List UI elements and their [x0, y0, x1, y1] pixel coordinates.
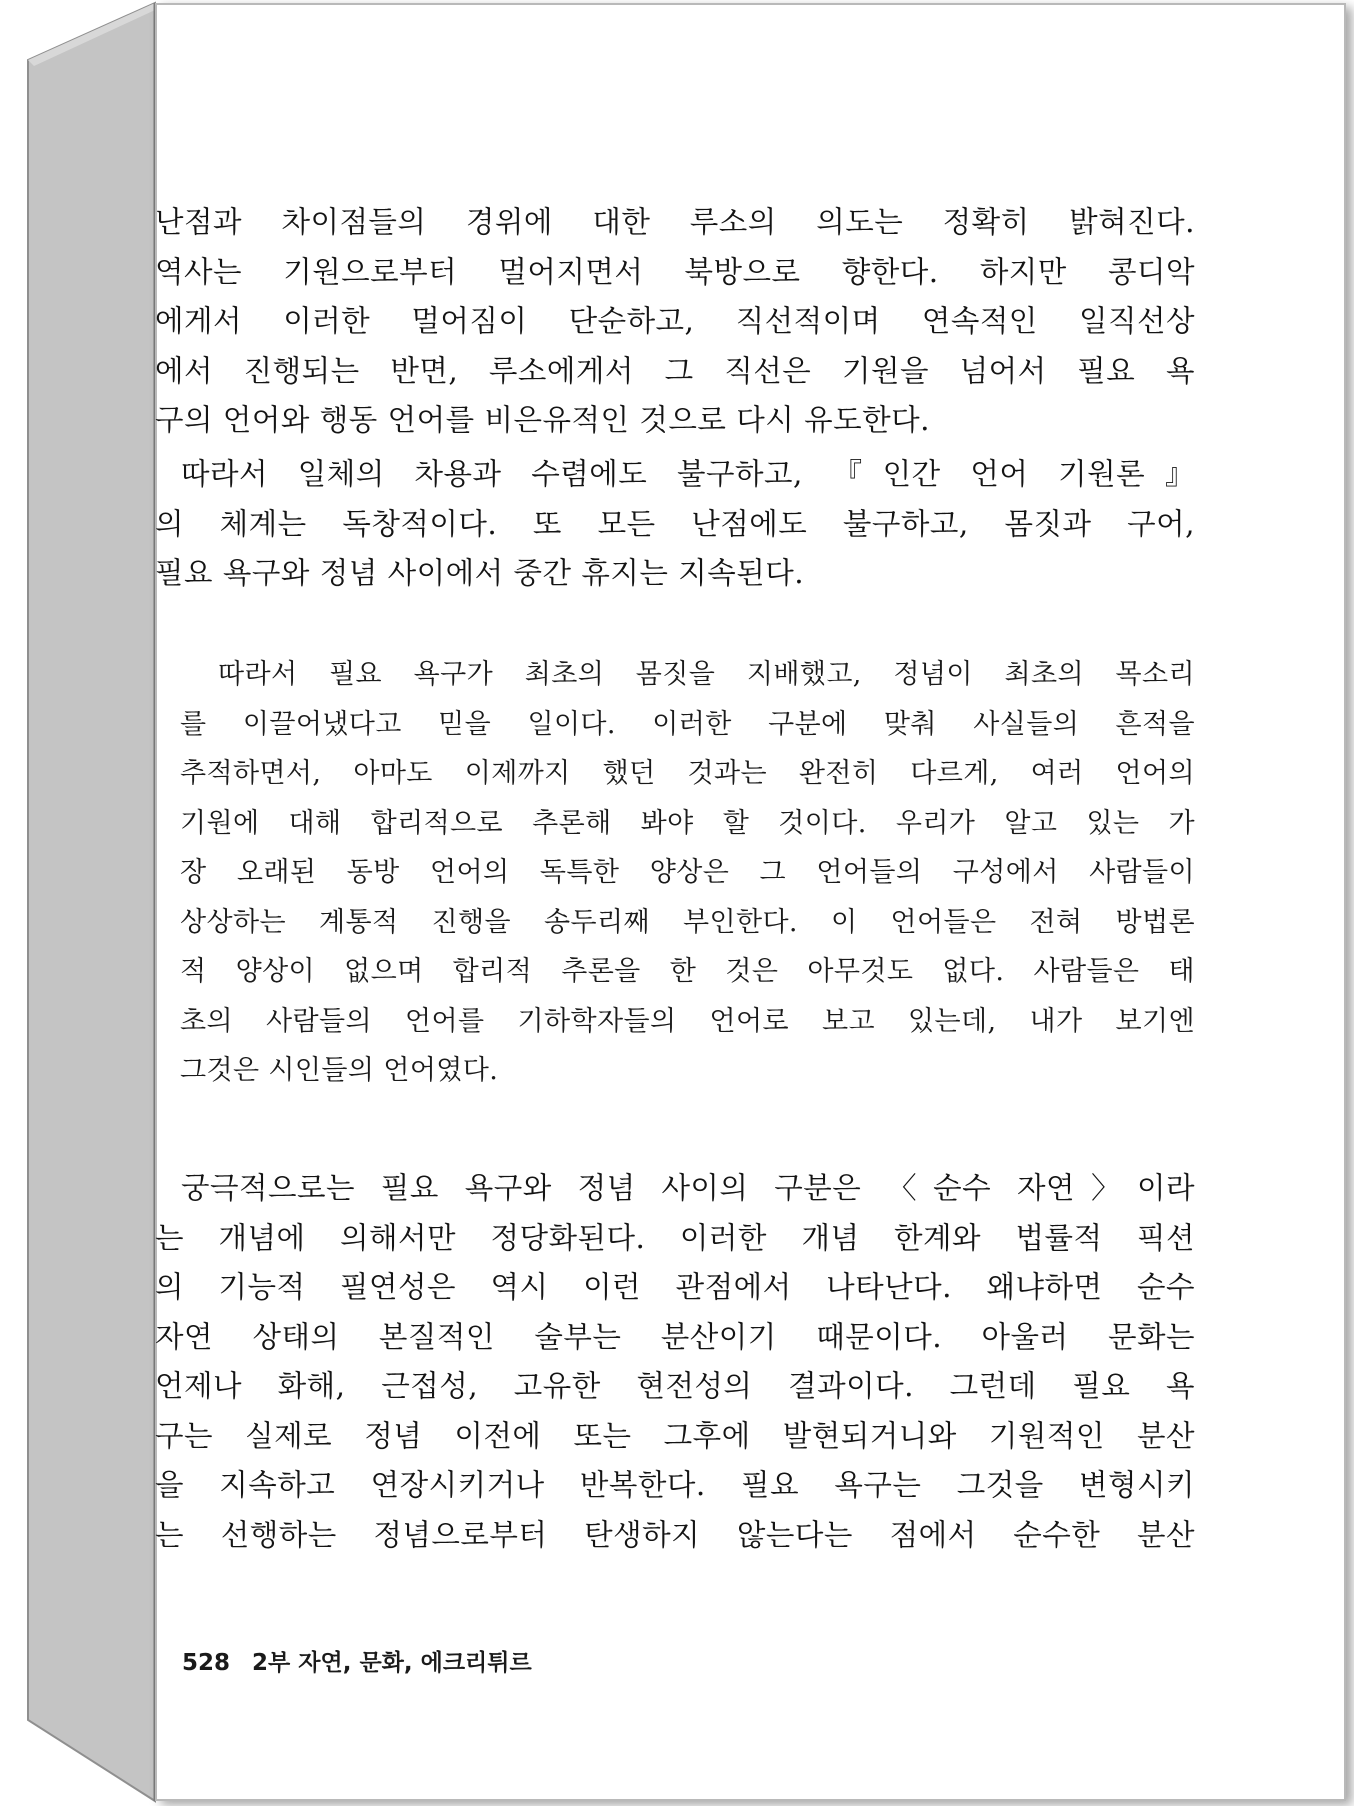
text-line: 난점과 차이점들의 경위에 대한 루소의 의도는 정확히 밝혀진다.	[155, 205, 1195, 239]
text-line: 구는 실제로 정념 이전에 또는 그후에 발현되거니와 기원적인 분산	[155, 1418, 1195, 1453]
text-line: 는 선행하는 정념으로부터 탄생하지 않는다는 점에서 순수한 분산	[155, 1517, 1195, 1552]
quote-line: 기원에 대해 합리적으로 추론해 봐야 할 것이다. 우리가 알고 있는 가	[180, 807, 1195, 839]
text-line: 필요 욕구와 정념 사이에서 중간 휴지는 지속된다.	[155, 556, 805, 590]
page-number: 528	[182, 1650, 231, 1676]
running-head: 2부 자연, 문화, 에크리튀르	[252, 1650, 532, 1676]
block-quote	[180, 650, 1195, 1096]
text-line: 에서 진행되는 반면, 루소에게서 그 직선은 기원을 넘어서 필요 욕	[155, 353, 1195, 388]
quote-line: 추적하면서, 아마도 이제까지 했던 것과는 완전히 다르게, 여러 언어의	[180, 758, 1195, 789]
quote-line: 초의 사람들의 언어를 기하학자들의 언어로 보고 있는데, 내가 보기엔	[180, 1005, 1195, 1037]
text-line: 언제나 화해, 근접성, 고유한 현전성의 결과이다. 그런데 필요 욕	[155, 1369, 1195, 1403]
paragraph-1	[155, 198, 1195, 446]
paragraph-3	[155, 1164, 1195, 1560]
text-line: 는 개념에 의해서만 정당화된다. 이러한 개념 한계와 법률적 픽션	[155, 1220, 1195, 1255]
book-spine	[0, 0, 160, 1806]
text-line: 역사는 기원으로부터 멀어지면서 북방으로 향한다. 하지만 콩디악	[155, 254, 1195, 289]
text-line: 구의 언어와 행동 언어를 비은유적인 것으로 다시 유도한다.	[155, 403, 930, 437]
page-footer	[182, 1644, 532, 1677]
quote-line: 그것은 시인들의 언어였다.	[180, 1055, 499, 1086]
quote-line: 장 오래된 동방 언어의 독특한 양상은 그 언어들의 구성에서 사람들이	[180, 857, 1195, 888]
quote-line: 상상하는 계통적 진행을 송두리째 부인한다. 이 언어들은 전혀 방법론	[180, 906, 1195, 938]
text-line: 자연 상태의 본질적인 술부는 분산이기 때문이다. 아울러 문화는	[155, 1319, 1195, 1354]
text-line: 을 지속하고 연장시키거나 반복한다. 필요 욕구는 그것을 변형시키	[155, 1468, 1195, 1502]
text-line: 궁극적으로는 필요 욕구와 정념 사이의 구분은 〈순수 자연〉이라	[181, 1171, 1195, 1205]
quote-line: 를 이끌어냈다고 믿을 일이다. 이러한 구분에 맞춰 사실들의 흔적을	[180, 708, 1195, 740]
text-line: 따라서 일체의 차용과 수렴에도 불구하고, 『인간 언어 기원론』	[181, 457, 1195, 491]
text-line: 의 체계는 독창적이다. 또 모든 난점에도 불구하고, 몸짓과 구어,	[155, 506, 1195, 541]
text-line: 의 기능적 필연성은 역시 이런 관점에서 나타난다. 왜냐하면 순수	[155, 1270, 1195, 1304]
text-line: 에게서 이러한 멀어짐이 단순하고, 직선적이며 연속적인 일직선상	[155, 304, 1195, 338]
quote-line: 따라서 필요 욕구가 최초의 몸짓을 지배했고, 정념이 최초의 목소리	[218, 659, 1195, 690]
paragraph-2	[155, 450, 1195, 599]
quote-line: 적 양상이 없으며 합리적 추론을 한 것은 아무것도 없다. 사람들은 태	[180, 956, 1195, 987]
